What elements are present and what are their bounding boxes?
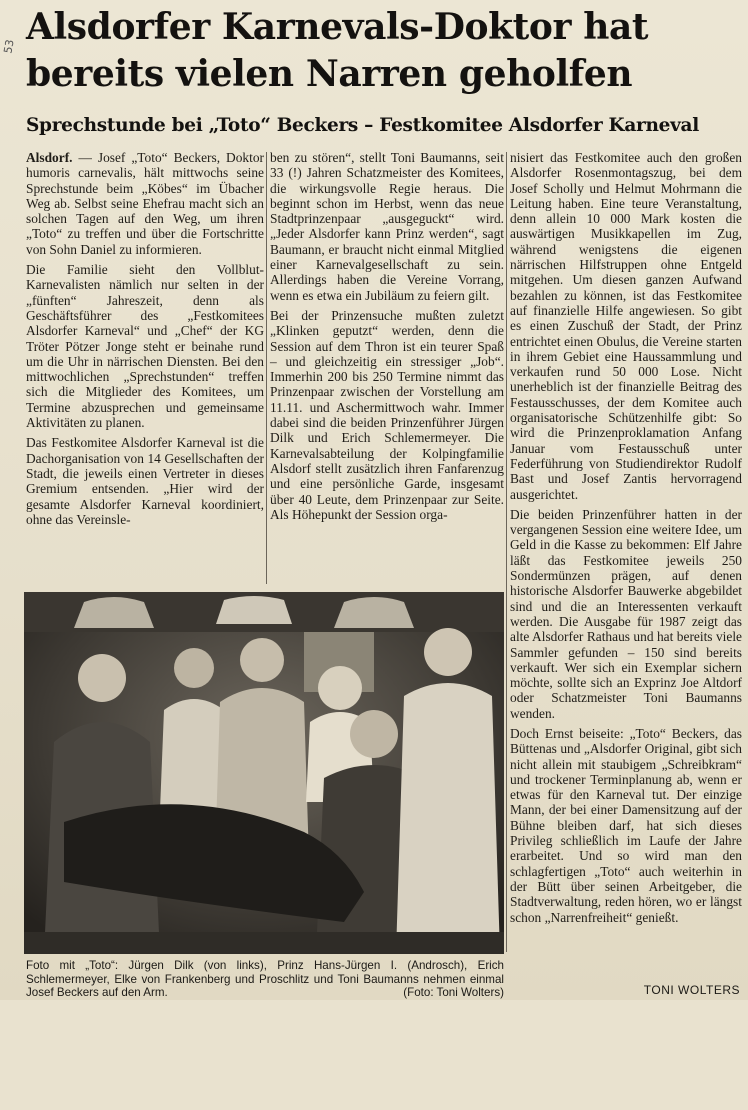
paragraph-8: Doch Ernst beiseite: „Toto“ Beckers, das Büttenas und „Alsdorfer Original, gibt sich nicht allein mit staubigem „Schreibkram“ und trockener Terminplanung ab, wenn er etwas für den Karneval tut. Der einzige Mann, der bei einer Damensitzung auf der Bühne bleiben darf, hat sich dieses Privileg schließlich im Laufe der Jahre erarbeitet. Und so wird man den schlagfertigen „Toto“ auch weiterhin in der Bütt über seinen Arbeitgeber, die Stadtverwaltung, reden hören, wo er längst schon „Narrenfreiheit“ genießt.	[510, 725, 742, 925]
lamp-shade-icon	[334, 597, 414, 628]
paragraph-4: ben zu stören“, stellt Toni Baumanns, seit 33 (!) Jahren Schatzmeister des Komitees, die wirkungsvolle Regie heraus. Die beginnt schon im Herbst, wenn das neue Stadtprinzenpaar „ausgeguckt“ wird. „Jeder Alsdorfer kann Prinz werden“, sagt Baumann, er braucht nicht einmal Mitglied einer Karnevalgesellschaft zu sein. Allerdings haben die Vereine Vorrang, wenn es etwa ein Jubiläum zu feiern gilt.	[270, 150, 504, 303]
author-byline: TONI WOLTERS	[643, 983, 740, 997]
subheadline: Sprechstunde bei „Toto“ Beckers – Festkomitee Alsdorfer Karneval	[26, 115, 699, 136]
group-photo-image	[24, 592, 504, 954]
lamp-shade-icon	[74, 597, 154, 628]
column-rule-left	[266, 152, 267, 584]
paragraph-5: Bei der Prinzensuche mußten zuletzt „Klinken geputzt“ werden, denn die Session auf dem Thron ist ein teurer Spaß – und gleichzeitig ein stressiger „Job“. Immerhin 200 bis 250 Termine nimmt das Prinzenpaar zwischen der Vorstellung am 11.11. und Aschermittwoch wahr. Immer dabei sind die beiden Prinzenführer Jürgen Dilk und Erich Schlemermeyer. Die Karnevalsabteilung der Kolpingfamilie Alsdorf stellt zusätzlich ihren Fanfarenzug und eine persönliche Garde, insgesamt über 40 Leute, dem Prinzenpaar zur Seite. Als Höhepunkt der Session orga-	[270, 307, 504, 522]
paragraph-2: Die Familie sieht den Vollblut-Karnevalisten nämlich nur selten in der „fünften“ Jahreszeit, denn als Geschäftsführer des „Festkomitees Alsdorfer Karneval“ und „Chef“ der KG Tröter Pötzer Jonge steht er beinahe rund um die Uhr in närrischen Diensten. Bei den mittwochlichen „Sprechstunden“ treffen sich die Mitglieder des Komitees, um Termine abzusprechen und gemeinsame Aktivitäten zu planen.	[26, 262, 264, 431]
group-photo	[24, 592, 504, 954]
article-column-3	[510, 150, 742, 1110]
paragraph-7: Die beiden Prinzenführer hatten in der vergangenen Session eine weitere Idee, um Geld in die Kasse zu bekommen: Elf Jahre läßt das Festkomitee jeweils 250 Sondermünzen prägen, auf denen historische Alsdorfer Bauwerke abgebildet sind und die an Interessenten verkauft werden. Die Ausgabe für 1987 zeigt das alte Alsdorfer Rathaus und hat bereits viele Sammler gefunden – 150 sind bereits verkauft. Wer sich ein Exemplar sichern möchte, sollte sich an Exprinz Joe Altdorf oder Schatzmeister Toni Baumanns wenden.	[510, 506, 742, 721]
article-column-2	[270, 150, 504, 585]
margin-note: 53	[1, 38, 17, 55]
photo-credit: (Foto: Toni Wolters)	[403, 986, 504, 1000]
headline: Alsdorfer Karnevals-Doktor hat bereits vielen Narren geholfen	[26, 6, 649, 95]
article-column-1	[26, 150, 264, 585]
caption-text: Foto mit „Toto“: Jürgen Dilk (von links), Prinz Hans-Jürgen I. (Androsch), Erich Schlemermeyer, Elke von Frankenberg und Proschlitz und Toni Baumanns nehmen einmal Josef Beckers auf den Arm.	[26, 959, 504, 1000]
paragraph-6: nisiert das Festkomitee auch den großen Alsdorfer Rosenmontagszug, bei dem Josef Scholly und Helmut Mohrmann die Leitung haben. Eine teure Veranstaltung, denn allein 10 000 Mark kosten die auswärtigen Musikkapellen im Zug, während wenigstens die eigenen närrischen Hilfstruppen ohne Entgeld mitgehen. Um diesen ganzen Aufwand bezahlen zu können, ist das Festkomitee auf finanzielle Hilfe angewiesen. So gibt es einen Zuschuß der Stadt, der Prinz entrichtet einen Obulus, die Vereine starten in ihrem Gebiet eine Haussammlung und verkaufen rund 50 000 Lose. Nicht unerheblich ist der finanzielle Beitrag des Festausschusses, der dem Komitee auch organisatorische Schützenhilfe gibt: So wird die Prinzenproklamation Anfang Januar vom Festausschuß unter Federführung von Studiendirektor Rudolf Bast und Josef Zantis hervorragend ausgerichtet.	[510, 150, 742, 502]
column-rule-right	[506, 152, 507, 952]
dateline: Alsdorf.	[26, 150, 73, 165]
paragraph-3: Das Festkomitee Alsdorfer Karneval ist die Dachorganisation von 14 Gesellschaften der Stadt, die jeweils einen Vertreter in dieses Gremium entsenden. „Hier wird der gesamte Alsdorfer Karneval koordiniert, ohne das Vereinsle-	[26, 435, 264, 527]
photo-floor	[24, 932, 504, 954]
photo-caption	[26, 959, 504, 1000]
paragraph-1: Alsdorf. — Josef „Toto“ Beckers, Doktor humoris carnevalis, hält mittwochs seine Sprechstunde beim „Köbes“ im Übacher Weg ab. Selbst seine Ehefrau macht sich an solchen Tagen auf den Weg, um ihren „Toto“ zu treffen und über die Fortschritte von Sohn Daniel zu informieren.	[26, 150, 264, 257]
lamp-shade-icon	[216, 596, 292, 624]
